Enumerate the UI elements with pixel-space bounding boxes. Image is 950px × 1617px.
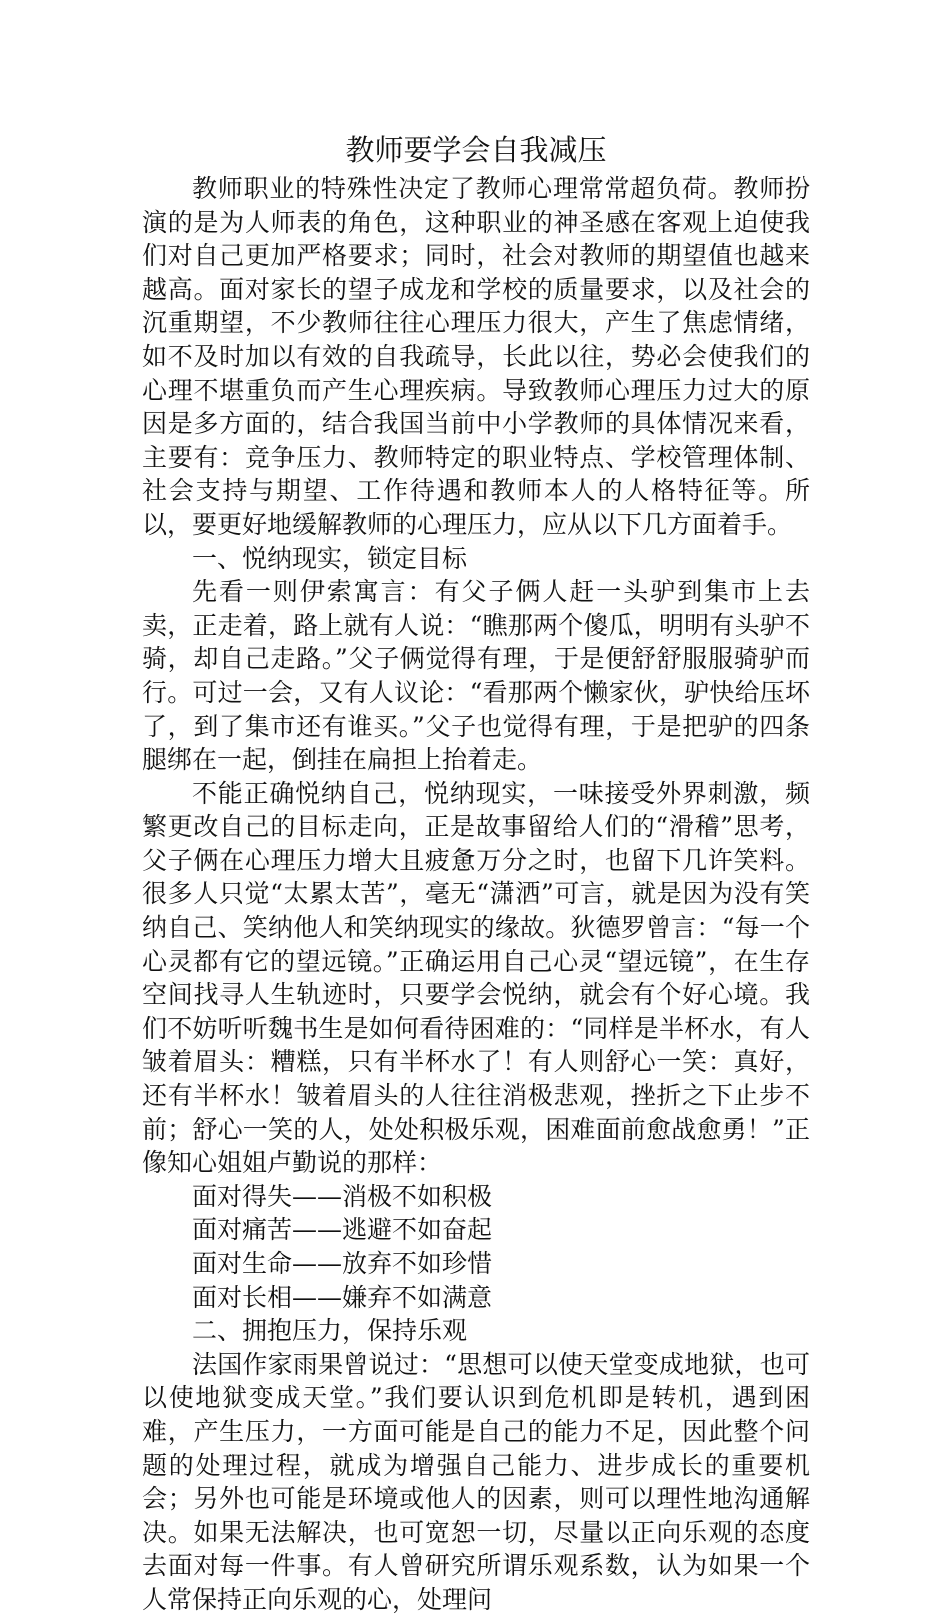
document-title: 教师要学会自我减压 (345, 133, 607, 167)
section-heading: 二、拥抱压力，保持乐观 (192, 1316, 468, 1346)
verse-line: 面对长相——嫌弃不如满意 (192, 1282, 493, 1312)
body-paragraph: 不能正确悦纳自己，悦纳现实，一味接受外界刺激，频繁更改自己的目标走向，正是故事留给人们的“滑稽”思考，父子俩在心理压力增大且疲惫万分之时，也留下几许笑料。很多人只觉“太累太苦”，毫无“潇洒”可言，就是因为没有笑纳自己、笑纳他人和笑纳现实的缘故。狄德罗曾言：“每一个心灵都有它的望远镜。”正确运用自己心灵“望远镜”，在生存空间找寻人生轨迹时，只要学会悦纳，就会有个好心境。我们不妨听听魏书生是如何看待困难的：“同样是半杯水，有人皱着眉头：糟糕，只有半杯水了！有人则舒心一笑：真好，还有半杯水！皱着眉头的人往往消极悲观，挫折之下止步不前；舒心一笑的人，处处积极乐观，困难面前愈战愈勇！”正像知心姐姐卢勤说的那样： (142, 778, 810, 1178)
body-paragraph: 教师职业的特殊性决定了教师心理常常超负荷。教师扮演的是为人师表的角色，这种职业的神圣感在客观上迫使我们对自己更加严格要求；同时，社会对教师的期望值也越来越高。面对家长的望子成龙和学校的质量要求，以及社会的沉重期望，不少教师往往心理压力很大，产生了焦虑情绪，如不及时加以有效的自我疏导，长此以往，势必会使我们的心理不堪重负而产生心理疾病。导致教师心理压力过大的原因是多方面的，结合我国当前中小学教师的具体情况来看，主要有：竞争压力、教师特定的职业特点、学校管理体制、社会支持与期望、工作待遇和教师本人的人格特征等。所以，要更好地缓解教师的心理压力，应从以下几方面着手。 (142, 174, 810, 539)
verse-line: 面对生命——放弃不如珍惜 (192, 1249, 493, 1278)
verse-line: 面对痛苦——逃避不如奋起 (192, 1215, 493, 1245)
body-paragraph: 先看一则伊索寓言：有父子俩人赶一头驴到集市上去卖，正走着，路上就有人说：“瞧那两个傻瓜，明明有头驴不骑，却自己走路。”父子俩觉得有理，于是便舒舒服服骑驴而行。可过一会，又有人议论：“看那两个懒家伙，驴快给压坏了，到了集市还有谁买。”父子也觉得有理，于是把驴的四条腿绑在一起，倒挂在扁担上抬着走。 (142, 577, 810, 775)
document-page (142, 128, 810, 1617)
body-paragraph: 法国作家雨果曾说过：“思想可以使天堂变成地狱，也可以使地狱变成天堂。”我们要认识到危机即是转机，遇到困难，产生压力，一方面可能是自己的能力不足，因此整个问题的处理过程，就成为增强自己能力、进步成长的重要机会；另外也可能是环境或他人的因素，则可以理性地沟通解决。如果无法解决，也可宽恕一切，尽量以正向乐观的态度去面对每一件事。有人曾研究所谓乐观系数，认为如果一个人常保持正向乐观的心，处理问 (142, 1349, 810, 1614)
verse-line: 面对得失——消极不如积极 (192, 1181, 493, 1211)
section-heading: 一、悦纳现实，锁定目标 (192, 543, 468, 573)
